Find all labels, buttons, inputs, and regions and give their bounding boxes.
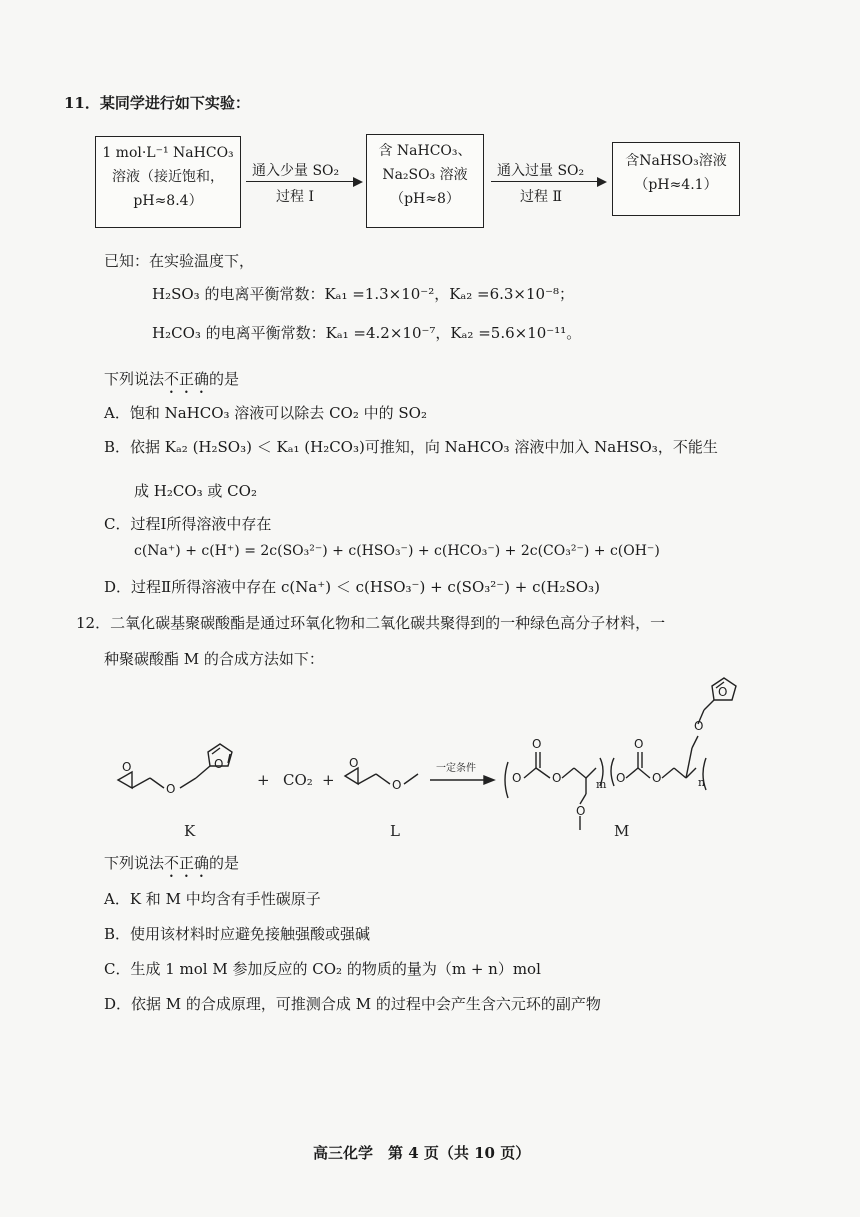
molecule-m-structure	[505, 678, 736, 830]
arrow-2	[491, 181, 597, 182]
arrow-2-head-icon	[597, 177, 607, 187]
q12-option-b: B．使用该材料时应避免接触强酸或强碱	[104, 925, 371, 943]
subscript-m: m	[596, 778, 607, 791]
q12-option-c: C．生成 1 mol M 参加反应的 CO₂ 的物质的量为（m + n）mol	[104, 960, 541, 978]
q11-stem-post: 的是	[209, 370, 240, 388]
label-k: K	[184, 822, 196, 840]
arrow2-top-label: 通入过量 SO₂	[497, 163, 585, 179]
m-o-5: O	[616, 771, 626, 785]
q11-option-a: A．饱和 NaHCO₃ 溶液可以除去 CO₂ 中的 SO₂	[104, 404, 427, 422]
q12-stem-emph: 不正确	[164, 854, 210, 872]
reaction-scheme	[100, 670, 800, 850]
l-epoxide-o: O	[349, 756, 359, 770]
k-ether-o: O	[166, 782, 176, 796]
box2-line3: （pH≈8）	[390, 191, 460, 207]
m-o-7: O	[652, 771, 662, 785]
m-o-4: O	[576, 804, 586, 818]
arrow1-top-label: 通入少量 SO₂	[252, 163, 340, 179]
m-o-6: O	[634, 737, 644, 751]
m-o-3: O	[552, 771, 562, 785]
m-o-8: O	[694, 719, 704, 733]
l-ether-o: O	[392, 778, 402, 792]
box3-line1: 含NaHSO₃溶液	[625, 153, 727, 169]
plus-1: +	[257, 771, 270, 789]
box2-line2: Na₂SO₃ 溶液	[382, 167, 468, 183]
box1-line3: pH≈8.4）	[133, 193, 203, 209]
box1-line1: 1 mol·L⁻¹ NaHCO₃	[102, 145, 234, 161]
arrow1-bottom-label: 过程 Ⅰ	[276, 189, 314, 205]
k-epoxide-o: O	[122, 760, 132, 774]
flow-box-2	[366, 134, 484, 228]
q12-stem-pre: 下列说法	[104, 854, 165, 872]
subscript-n: n	[698, 776, 706, 789]
label-l: L	[390, 822, 400, 840]
condition-label: 一定条件	[436, 763, 476, 774]
q11-option-b-line1: B．依据 Kₐ₂ (H₂SO₃) ＜ Kₐ₁ (H₂CO₃)可推知，向 NaHCO₃ 溶液中加入 NaHSO₃，不能生	[104, 438, 718, 456]
q11-option-c-line2: c(Na⁺) + c(H⁺) = 2c(SO₃²⁻) + c(HSO₃⁻) + c(HCO₃⁻) + 2c(CO₃²⁻) + c(OH⁻)	[134, 543, 660, 559]
box2-line1: 含 NaHCO₃、	[378, 143, 472, 159]
co2-label: CO₂	[283, 771, 313, 789]
m-furan-o: O	[718, 685, 728, 699]
molecule-l-structure	[345, 768, 418, 784]
m-o-1: O	[512, 771, 522, 785]
q12-line2: 种聚碳酸酯 M 的合成方法如下：	[104, 650, 324, 668]
q11-stem	[104, 368, 239, 397]
box3-line2: （pH≈4.1）	[634, 177, 718, 193]
q11-option-b-line2: 成 H₂CO₃ 或 CO₂	[134, 482, 257, 500]
q12-option-d: D．依据 M 的合成原理，可推测合成 M 的过程中会产生含六元环的副产物	[104, 995, 601, 1013]
arrow-1	[246, 181, 353, 182]
m-o-2: O	[532, 737, 542, 751]
reaction-arrow-head-icon	[484, 776, 494, 784]
q12-stem	[104, 852, 239, 881]
flow-box-3	[612, 142, 740, 216]
q11-stem-emph: 不正确	[164, 370, 210, 388]
q12-line1: 12．二氧化碳基聚碳酸酯是通过环氧化物和二氧化碳共聚得到的一种绿色高分子材料，一	[76, 614, 666, 632]
known-h2co3: H₂CO₃ 的电离平衡常数：Kₐ₁ =4.2×10⁻⁷，Kₐ₂ =5.6×10⁻¹¹。	[152, 324, 582, 342]
flow-box-1	[95, 136, 241, 228]
known-title: 已知：在实验温度下，	[104, 252, 255, 270]
arrow-1-head-icon	[353, 177, 363, 187]
q12-stem-post: 的是	[209, 854, 240, 872]
q11-option-d: D．过程Ⅱ所得溶液中存在 c(Na⁺) ＜ c(HSO₃⁻) + c(SO₃²⁻) + c(H₂SO₃)	[104, 578, 600, 596]
known-h2so3: H₂SO₃ 的电离平衡常数：Kₐ₁ =1.3×10⁻²，Kₐ₂ =6.3×10⁻⁸；	[152, 285, 575, 303]
plus-2: +	[322, 771, 335, 789]
q11-stem-pre: 下列说法	[104, 370, 165, 388]
q12-option-a: A．K 和 M 中均含有手性碳原子	[104, 890, 321, 908]
q11-option-c-line1: C．过程Ⅰ所得溶液中存在	[104, 515, 272, 533]
arrow2-bottom-label: 过程 Ⅱ	[520, 189, 562, 205]
q11-title: 11．某同学进行如下实验：	[64, 94, 250, 112]
k-furan-o: O	[214, 757, 224, 771]
label-m: M	[614, 822, 630, 840]
page-footer: 高三化学 第 4 页（共 10 页）	[313, 1144, 531, 1162]
box1-line2: 溶液（接近饱和，	[112, 169, 224, 185]
